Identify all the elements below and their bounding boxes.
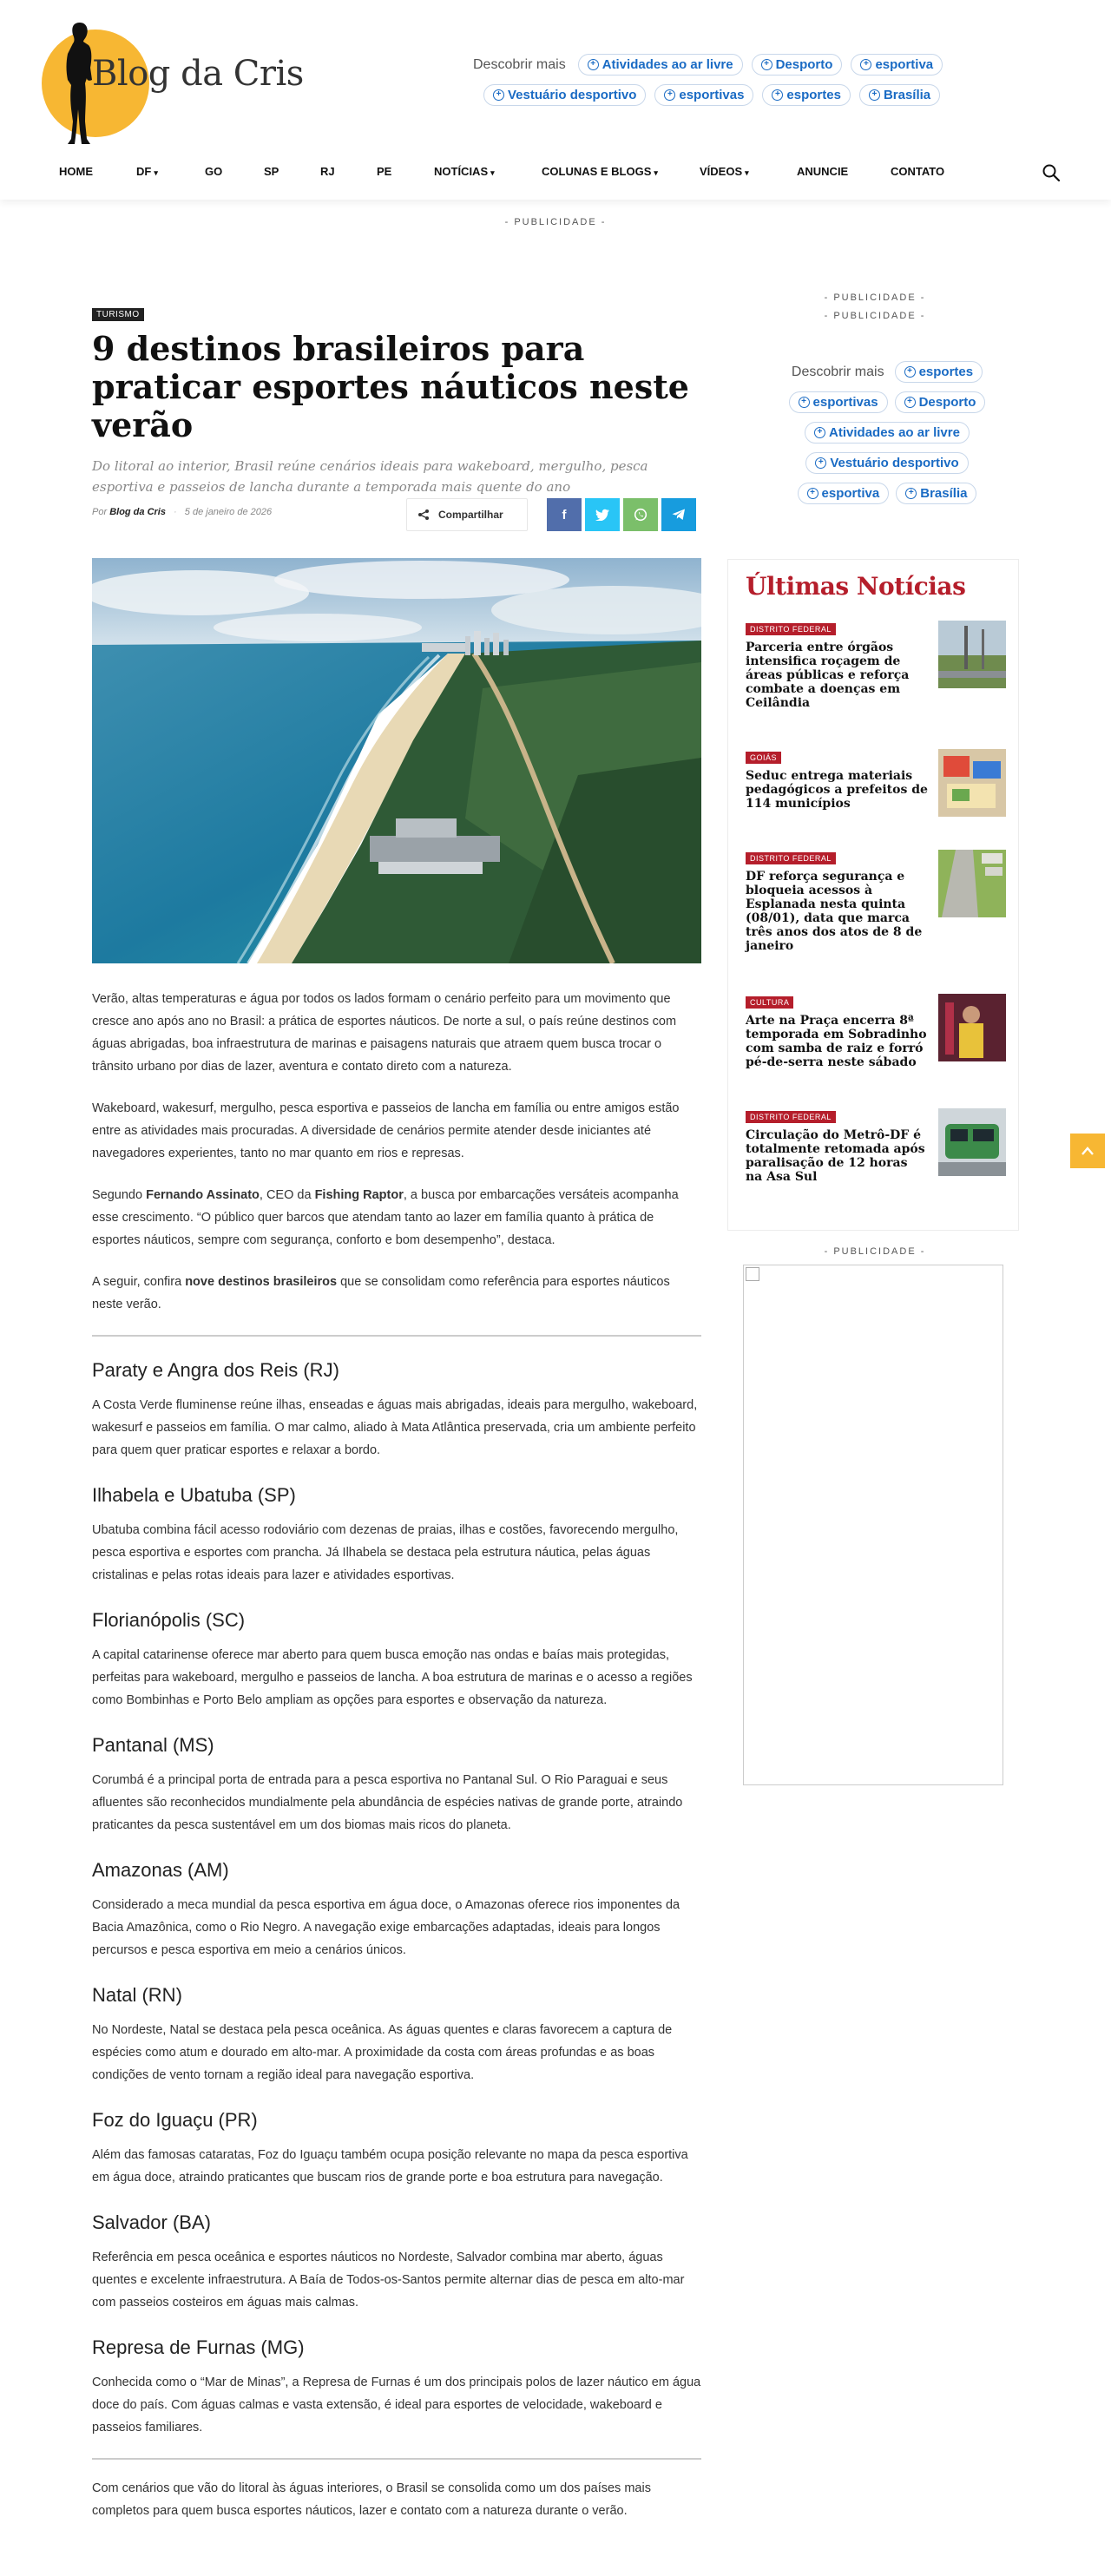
news-headline[interactable]: Arte na Praça encerra 8ª temporada em Sobradinho com samba de raiz e forró pé-de-serra neste sábado <box>746 1014 927 1069</box>
section-heading: Amazonas (AM) <box>92 1859 229 1881</box>
section-heading: Foz do Iguaçu (PR) <box>92 2109 258 2131</box>
section-heading: Paraty e Angra dos Reis (RJ) <box>92 1359 339 1381</box>
site-header <box>0 0 1111 200</box>
news-thumbnail[interactable] <box>938 749 1006 817</box>
latest-news-title: Últimas Notícias <box>746 572 966 601</box>
discover-tag[interactable]: + Atividades ao ar livre <box>805 422 970 444</box>
section-text: A Costa Verde fluminense reúne ilhas, enseadas e águas mais abrigadas, ideais para mergulho, wakeboard, wakesurf e passeios em família. O mar calmo, aliado à Mata Atlântica preservada, cria um ambiente perfeito para quem quer praticar esportes e relaxar a bordo. <box>92 1398 698 1457</box>
news-thumbnail[interactable] <box>938 994 1006 1061</box>
plus-circle-icon: + <box>905 488 917 499</box>
section-text: A capital catarinense oferece mar aberto para quem busca emoção nas ondas e baías mais protegidas, perfeitas para wakeboard, mergulho e passeios de lancha. A boa estrutura de marinas e o acesso a regiões como Bombinhas e Porto Belo ampliam as opções para esportes e observação da natureza. <box>92 1648 693 1707</box>
plus-circle-icon: + <box>869 89 880 101</box>
plus-circle-icon: + <box>761 59 772 70</box>
whatsapp-share-button[interactable] <box>623 498 658 531</box>
section-heading: Ilhabela e Ubatuba (SP) <box>92 1484 296 1506</box>
logo-text: Blog da Cris <box>92 54 304 94</box>
byline: Por Blog da Cris · 5 de janeiro de 2026 <box>92 507 273 517</box>
facebook-icon: f <box>562 507 567 522</box>
header-discover <box>473 54 959 115</box>
discover-row-1 <box>473 54 959 76</box>
discover-tag[interactable]: + esportiva <box>798 483 890 504</box>
plus-circle-icon: + <box>814 427 825 438</box>
news-item[interactable] <box>746 994 1006 1069</box>
section-heading: Pantanal (MS) <box>92 1734 214 1756</box>
news-item[interactable] <box>746 621 1006 710</box>
quote-company: Fishing Raptor <box>314 1188 404 1202</box>
quote-person: Fernando Assinato <box>146 1188 260 1202</box>
section-heading: Represa de Furnas (MG) <box>92 2336 305 2358</box>
discover-row-2 <box>473 84 959 106</box>
nav-sp[interactable]: SP <box>264 165 279 178</box>
category-badge[interactable]: TURISMO <box>92 308 144 321</box>
publicidade-label: - PUBLICIDADE - <box>504 217 607 227</box>
chevron-up-icon <box>1081 1146 1095 1156</box>
article-title: 9 destinos brasileiros para praticar esportes náuticos neste verão <box>92 329 689 444</box>
section-text: Considerado a meca mundial da pesca esportiva em água doce, o Amazonas oferece rios imponentes da Bacia Amazônica, como o Rio Negro. A navegação exige embarcações adaptadas, ideais para longos percursos e pesca esportiva em meio a cenários únicos. <box>92 1898 680 1957</box>
hero-image-coastline <box>92 558 701 963</box>
section-text: Conhecida como o “Mar de Minas”, a Represa de Furnas é um dos principais polos de lazer náutico em água doce do país. Com águas calmas e vasta extensão, é ideal para esportes de velocidade, wakeboard e passeios familiares. <box>92 2376 701 2435</box>
share-button[interactable]: Compartilhar <box>406 498 528 531</box>
broken-image-icon <box>746 1267 759 1281</box>
nav-contato[interactable]: CONTATO <box>891 165 945 178</box>
plus-circle-icon: + <box>664 89 675 101</box>
section-heading: Salvador (BA) <box>92 2211 211 2233</box>
article-body <box>92 988 701 2541</box>
chevron-down-icon: ▾ <box>154 168 158 177</box>
closing-paragraph: Com cenários que vão do litoral às águas interiores, o Brasil se consolida como um dos países mais completos para quem busca esportes náuticos, lazer e contato com a natureza durante o verão. <box>92 2481 651 2518</box>
news-headline[interactable]: Parceria entre órgãos intensifica roçagem de áreas públicas e reforça combate a doenças em Ceilândia <box>746 641 910 710</box>
divider <box>92 2458 701 2460</box>
chevron-down-icon: ▾ <box>745 168 749 177</box>
sidebar-publicidade-label: - PUBLICIDADE - <box>824 292 926 303</box>
quote-paragraph: Segundo Fernando Assinato, CEO da Fishing Raptor, a busca por embarcações versáteis acompanha esse crescimento. “O público quer barcos que atendam tanto ao lazer em família quanto à prática de esportes náuticos, sempre com segurança, conforto e bom desempenho”, destaca. <box>92 1188 679 1247</box>
discover-tag[interactable]: + esportes <box>895 361 983 383</box>
discover-tag[interactable]: + Desporto <box>752 54 843 76</box>
nav-videos[interactable]: VÍDEOS ▾ <box>700 165 749 178</box>
section-heading: Florianópolis (SC) <box>92 1609 246 1631</box>
latest-news-widget <box>727 559 1019 1231</box>
whatsapp-icon <box>634 508 648 522</box>
section-text: Corumbá é a principal porta de entrada para a pesca esportiva no Pantanal Sul. O Rio Paraguai e seus afluentes são reconhecidos mundialmente pela abundância de espécies nativas de grande porte, atraindo praticantes da pesca sustentável em um dos biomas mais ricos do planeta. <box>92 1773 683 1832</box>
separator-dot: · <box>174 507 177 517</box>
news-thumbnail[interactable] <box>938 850 1006 917</box>
telegram-share-button[interactable] <box>661 498 696 531</box>
plus-circle-icon: + <box>815 457 826 469</box>
nav-home[interactable]: HOME <box>59 165 93 178</box>
discover-tag[interactable]: + esportivas <box>789 391 888 413</box>
section-heading: Natal (RN) <box>92 1984 182 2006</box>
nav-rj[interactable]: RJ <box>320 165 335 178</box>
news-thumbnail[interactable] <box>938 621 1006 688</box>
news-category-badge[interactable]: DISTRITO FEDERAL <box>746 623 836 635</box>
discover-tag[interactable]: + Brasília <box>859 84 940 106</box>
news-category-badge[interactable]: DISTRITO FEDERAL <box>746 1111 836 1123</box>
nav-pe[interactable]: PE <box>377 165 392 178</box>
twitter-share-button[interactable] <box>585 498 620 531</box>
discover-tag[interactable]: + Atividades ao ar livre <box>578 54 743 76</box>
confira-paragraph: A seguir, confira nove destinos brasileiros que se consolidam como referência para esportes náuticos neste verão. <box>92 1275 670 1311</box>
sidebar-publicidade-label: - PUBLICIDADE - <box>824 311 926 321</box>
discover-tag[interactable]: + esportes <box>762 84 851 106</box>
news-headline[interactable]: Seduc entrega materiais pedagógicos a prefeitos de 114 municípios <box>746 769 928 811</box>
discover-tag[interactable]: + Desporto <box>895 391 986 413</box>
facebook-share-button[interactable] <box>547 498 582 531</box>
news-item[interactable] <box>746 1108 1006 1184</box>
plus-circle-icon: + <box>860 59 871 70</box>
chevron-down-icon: ▾ <box>490 168 495 177</box>
plus-circle-icon: + <box>772 89 783 101</box>
section-text: Além das famosas cataratas, Foz do Iguaçu também ocupa posição relevante no mapa da pesca esportiva em água doce, atraindo praticantes que buscam rios de grande porte e boa estrutura para navegação. <box>92 2148 688 2185</box>
divider <box>92 1335 701 1337</box>
news-item[interactable] <box>746 749 1006 811</box>
plus-circle-icon: + <box>904 366 916 378</box>
plus-circle-icon: + <box>588 59 599 70</box>
news-headline[interactable]: DF reforça segurança e bloqueia acessos à Esplanada nesta quinta (08/01), data que marca três anos dos atos de 8 de janeiro <box>746 870 923 953</box>
news-thumbnail[interactable] <box>938 1108 1006 1176</box>
news-item[interactable] <box>746 850 1006 953</box>
article-date: 5 de janeiro de 2026 <box>184 507 273 517</box>
news-category-badge[interactable]: DISTRITO FEDERAL <box>746 852 836 864</box>
discover-tag[interactable]: + Vestuário desportivo <box>805 452 968 474</box>
discover-tag[interactable]: + Vestuário desportivo <box>483 84 646 106</box>
twitter-icon <box>595 509 609 521</box>
telegram-icon <box>672 509 686 521</box>
search-icon[interactable] <box>1042 163 1061 182</box>
discover-tag[interactable]: + esportiva <box>851 54 943 76</box>
news-category-badge[interactable]: GOIÁS <box>746 752 781 764</box>
plus-circle-icon: + <box>493 89 504 101</box>
share-icon <box>417 509 430 521</box>
plus-circle-icon: + <box>807 488 818 499</box>
plus-circle-icon: + <box>799 397 810 408</box>
section-text: Ubatuba combina fácil acesso rodoviário com dezenas de praias, ilhas e costões, favorecendo mergulho, pesca esportiva e esportes com prancha. Já Ilhabela se destaca pela estrutura náutica, pelas águas cristalinas e pelas rotas ideais para lazer e atividades esportivas. <box>92 1523 679 1582</box>
sidebar-ad-slot[interactable] <box>743 1265 1003 1785</box>
site-logo[interactable] <box>36 19 304 146</box>
main-nav <box>0 158 1111 189</box>
discover-tag[interactable]: + esportivas <box>654 84 753 106</box>
discover-tag[interactable]: + Brasília <box>896 483 976 504</box>
article-subtitle: Do litoral ao interior, Brasil reúne cenários ideais para wakeboard, mergulho, pesca esportiva e passeios de lancha durante a temporada mais quente do ano <box>92 458 648 495</box>
news-headline[interactable]: Circulação do Metrô-DF é totalmente retomada após paralisação de 12 horas na Asa Sul <box>746 1128 925 1184</box>
back-to-top-button[interactable] <box>1070 1134 1105 1168</box>
article-paragraph: Verão, altas temperaturas e água por todos os lados formam o cenário perfeito para um movimento que cresce ano após ano no Brasil: a prática de esportes náuticos. De norte a sul, o país reúne destinos com águas abrigadas, boa infraestrutura de marinas e paisagens naturais que atraem quem busca trocar o trânsito urbano por dias de lazer, aventura e contato direto com a natureza. <box>92 992 677 1074</box>
section-text: No Nordeste, Natal se destaca pela pesca oceânica. As águas quentes e claras favorecem a captura de espécies como atum e dourado em alto-mar. A proximidade da costa com áreas profundas e as boas condições de vento tornam a região ideal para navegação esportiva. <box>92 2023 673 2082</box>
nav-noticias[interactable]: NOTÍCIAS ▾ <box>434 165 495 178</box>
article-paragraph: Wakeboard, wakesurf, mergulho, pesca esportiva e passeios de lancha em família ou entre amigos estão entre as atividades mais procuradas. A diversidade de cenários permite atender desde iniciantes até navegadores experientes, tanto no mar quanto em rios e represas. <box>92 1101 680 1160</box>
discover-label: Descobrir mais <box>473 56 566 72</box>
author-link[interactable]: Blog da Cris <box>109 507 166 517</box>
sidebar-publicidade-label: - PUBLICIDADE - <box>824 1246 926 1257</box>
nav-colunas[interactable]: COLUNAS E BLOGS ▾ <box>542 165 658 178</box>
nav-df[interactable]: DF ▾ <box>136 165 158 178</box>
sidebar-discover <box>757 361 1017 504</box>
discover-label: Descobrir mais <box>791 364 884 379</box>
nav-go[interactable]: GO <box>205 165 223 178</box>
news-category-badge[interactable]: CULTURA <box>746 996 793 1009</box>
nav-anuncie[interactable]: ANUNCIE <box>797 165 849 178</box>
section-text: Referência em pesca oceânica e esportes náuticos no Nordeste, Salvador combina mar aberto, águas quentes e excelente infraestrutura. A Baía de Todos-os-Santos permite alternar dias de pesca em alto-mar com passeios costeiros em águas mais calmas. <box>92 2251 685 2310</box>
chevron-down-icon: ▾ <box>654 168 658 177</box>
plus-circle-icon: + <box>904 397 916 408</box>
